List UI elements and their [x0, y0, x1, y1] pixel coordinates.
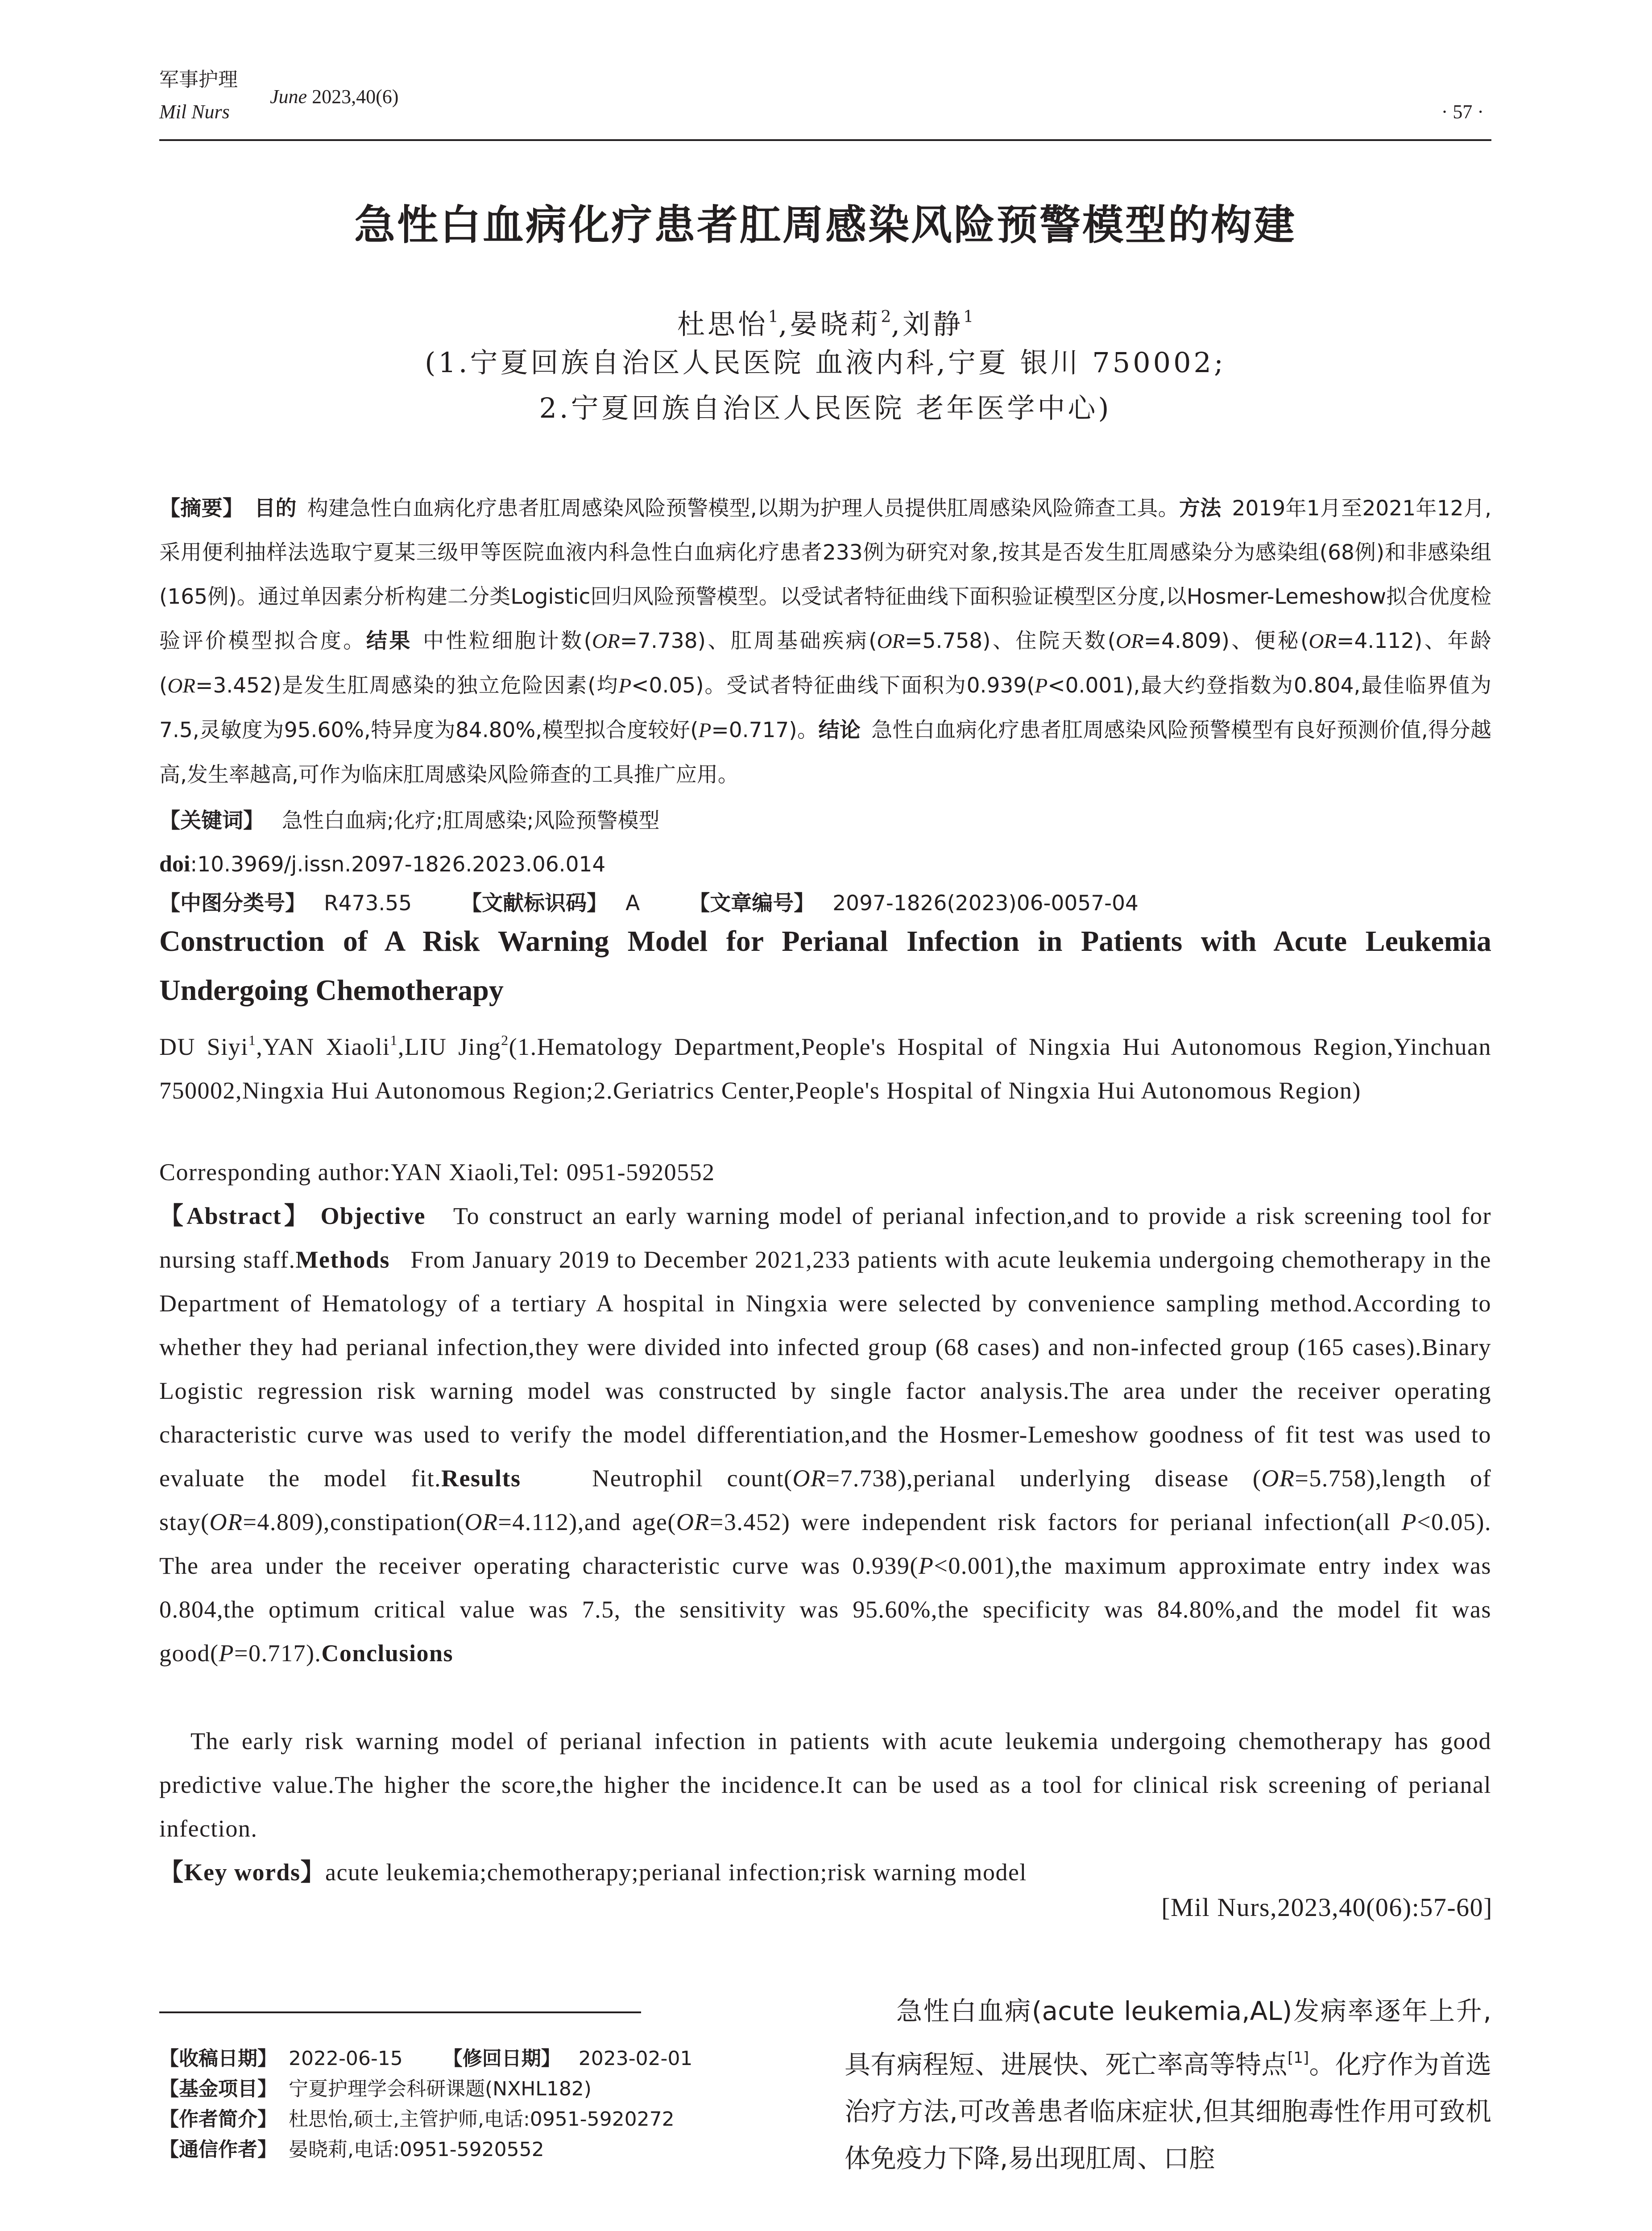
- objective-label: 目的: [254, 496, 297, 521]
- issue-month: June: [270, 86, 307, 108]
- results-label: 结果: [366, 629, 412, 653]
- abstract-en: [159, 1194, 1491, 1675]
- conclusions-text-en: The early risk warning model of perianal infection in patients with acute leukemia undergoing chemotherapy has good predictive value.The higher the score,the higher the incidence.It can be used as a tool for clinical risk screening of perianal infection.: [159, 1728, 1491, 1842]
- objective-text-en: To construct an early warning model of perianal infection,and to provide a risk screening tool for nursing staff.: [159, 1203, 1491, 1273]
- author-affil-mark: 1: [963, 308, 974, 326]
- doi-line: [159, 849, 605, 880]
- fund-value: 宁夏护理学会科研课题(NXHL182): [289, 2078, 592, 2100]
- issue-info: [270, 84, 398, 110]
- keywords-label-en: 【Key words】: [159, 1859, 325, 1886]
- citation: [Mil Nurs,2023,40(06):57-60]: [1161, 1893, 1493, 1922]
- results-text-en: Neutrophil count(OR=7.738),perianal underlying disease (OR=5.758),length of stay(OR=4.809),constipation(OR=4.112),and age(OR=3.452) were independent risk factors for perianal infection(all P<0.05). The area under the receiver operating characteristic curve was 0.939(P<0.001),the maximum approximate entry index was 0.804,the optimum critical value was 7.5, the sensitivity was 95.60%,the specificity was 84.80%,and the model fit was good(P=0.717).: [159, 1465, 1492, 1667]
- corresponding-value: 晏晓莉,电话:0951-5920552: [289, 2138, 544, 2161]
- results-label-en: Results: [441, 1465, 521, 1492]
- affiliation-line-2: 2.宁夏回族自治区人民医院 老年医学中心): [539, 392, 1112, 424]
- author-name: 刘静: [903, 308, 964, 340]
- clc-label: 【中图分类号】: [159, 891, 306, 916]
- article-no-value: 2097-1826(2023)06-0057-04: [832, 891, 1139, 916]
- methods-text: 2019年1月至2021年12月,采用便利抽样法选取宁夏某三级甲等医院血液内科急性白血病化疗患者233例为研究对象,按其是否发生肛周感染分为感染组(68例)和非感染组(165例)。通过单因素分析构建二分类Logistic回归风险预警模型。以受试者特征曲线下面积验证模型区分度,以Hosmer-Lemeshow拟合优度检验评价模型拟合度。: [159, 496, 1492, 653]
- conclusions-label-en: Conclusions: [321, 1640, 454, 1667]
- footnote-rule: [159, 2011, 641, 2013]
- footnote-author: [159, 2104, 675, 2135]
- header-rule: [159, 139, 1491, 141]
- issue-volume: 2023,40(6): [307, 86, 399, 108]
- methods-label: 方法: [1179, 496, 1221, 521]
- abstract-label-en: 【Abstract】: [159, 1203, 311, 1229]
- author-separator: ,: [891, 308, 903, 340]
- author-name: 杜思怡: [677, 308, 768, 340]
- methods-label-en: Methods: [295, 1246, 390, 1273]
- authors-en: DU Siyi$^1$,YAN Xiaoli$^1$,LIU Jing$^2$(1.Hematology Department,People's Hospital of Ningxia Hui Autonomous Region,Yinchuan 750002,Ningxia Hui Autonomous Region;2.Geriatrics Center,People's Hospital of Ningxia Hui Autonomous Region): [159, 1032, 1491, 1104]
- journal-name-en: Mil Nurs: [159, 101, 230, 123]
- revised-label: 【修回日期】: [443, 2047, 561, 2070]
- clc-value: R473.55: [324, 891, 412, 916]
- affiliation-en: (1.Hematology Department,People's Hospital of Ningxia Hui Autonomous Region,Yinchuan 750002,Ningxia Hui Autonomous Region;2.Geriatrics Center,People's Hospital of Ningxia Hui Autonomous Region): [159, 1033, 1491, 1104]
- corresponding-label: 【通信作者】: [159, 2138, 277, 2161]
- corresponding-author-en: Corresponding author:YAN Xiaoli,Tel: 0951-5920552: [159, 1159, 715, 1186]
- author-separator: ,: [778, 308, 790, 340]
- doi-value: :10.3969/j.issn.2097-1826.2023.06.014: [190, 852, 606, 877]
- article-title-en: Construction of A Risk Warning Model for Perianal Infection in Patients with Acute Leukemia Undergoing Chemotherapy: [159, 925, 1491, 1007]
- conclusion-label: 结论: [818, 718, 861, 742]
- reference-marker[interactable]: [1]: [1287, 2049, 1309, 2067]
- methods-text-en: From January 2019 to December 2021,233 patients with acute leukemia undergoing chemotherapy in the Department of Hematology of a tertiary A hospital in Ningxia were selected by convenience sampling method.According to whether they had perianal infection,they were divided into infected group (68 cases) and non-infected group (165 cases).Binary Logistic regression risk warning model was constructed by single factor analysis.The area under the receiver operating characteristic curve was used to verify the model differentiation,and the Hosmer-Lemeshow goodness of fit test was used to evaluate the model fit.: [159, 1246, 1491, 1492]
- article-title: 急性白血病化疗患者肛周感染风险预警模型的构建: [354, 201, 1296, 249]
- received-date: 2022-06-15: [289, 2047, 403, 2070]
- footnote-dates: [159, 2044, 692, 2074]
- objective-label-en: Objective: [320, 1203, 426, 1229]
- author-bio-label: 【作者简介】: [159, 2108, 277, 2131]
- footnote-fund: [159, 2074, 592, 2104]
- conclusion-text: 急性白血病化疗患者肛周感染风险预警模型有良好预测价值,得分越高,发生率越高,可作为临床肛周感染风险筛查的工具推广应用。: [159, 718, 1491, 787]
- author-affil-mark: 1: [768, 308, 778, 326]
- keywords-value: 急性白血病;化疗;肛周感染;风险预警模型: [282, 809, 660, 833]
- body-paragraph: 急性白血病(acute leukemia,AL)发病率逐年上升,具有病程短、进展快、死亡率高等特点[1]。化疗作为首选治疗方法,可改善患者临床症状,但其细胞毒性作用可致机体免疫力下降,易出现肛周、口腔: [845, 1996, 1491, 2173]
- keywords-value-en: acute leukemia;chemotherapy;perianal infection;risk warning model: [325, 1859, 1027, 1886]
- page-number: · 57 ·: [1441, 101, 1484, 123]
- keywords-en: [159, 1850, 1491, 1894]
- classification-line: [159, 888, 1139, 919]
- keywords-cn: [159, 805, 660, 837]
- doc-code-value: A: [625, 891, 640, 916]
- article-no-label: 【文章编号】: [689, 891, 815, 916]
- author-name: 晏晓莉: [790, 308, 881, 340]
- abstract-cn: [159, 486, 1491, 797]
- doc-code-label: 【文献标识码】: [461, 891, 608, 916]
- revised-date: 2023-02-01: [578, 2047, 693, 2070]
- objective-text: 构建急性白血病化疗患者肛周感染风险预警模型,以期为护理人员提供肛周感染风险筛查工具。: [307, 496, 1179, 521]
- author-bio-value: 杜思怡,硕士,主管护师,电话:0951-5920272: [289, 2108, 675, 2131]
- author-list: [159, 298, 1491, 344]
- received-label: 【收稿日期】: [159, 2047, 277, 2070]
- author-affil-mark: 2: [881, 308, 891, 326]
- abstract-label: 【摘要】: [159, 496, 244, 521]
- journal-name-cn: 军事护理: [159, 68, 238, 91]
- results-text: 中性粒细胞计数(OR=7.738)、肛周基础疾病(OR=5.758)、住院天数(OR=4.809)、便秘(OR=4.112)、年龄(OR=3.452)是发生肛周感染的独立危险因素(均P<0.05)。受试者特征曲线下面积为0.939(P<0.001),最大约登指数为0.804,最佳临界值为7.5,灵敏度为95.60%,特异度为84.80%,模型拟合度较好(P=0.717)。: [159, 629, 1492, 742]
- affiliation-line-1: (1.宁夏回族自治区人民医院 血液内科,宁夏 银川 750002;: [425, 346, 1226, 379]
- keywords-label: 【关键词】: [159, 809, 264, 833]
- doi-label: doi: [159, 851, 190, 877]
- fund-label: 【基金项目】: [159, 2078, 277, 2100]
- footnote-corresponding: [159, 2135, 544, 2165]
